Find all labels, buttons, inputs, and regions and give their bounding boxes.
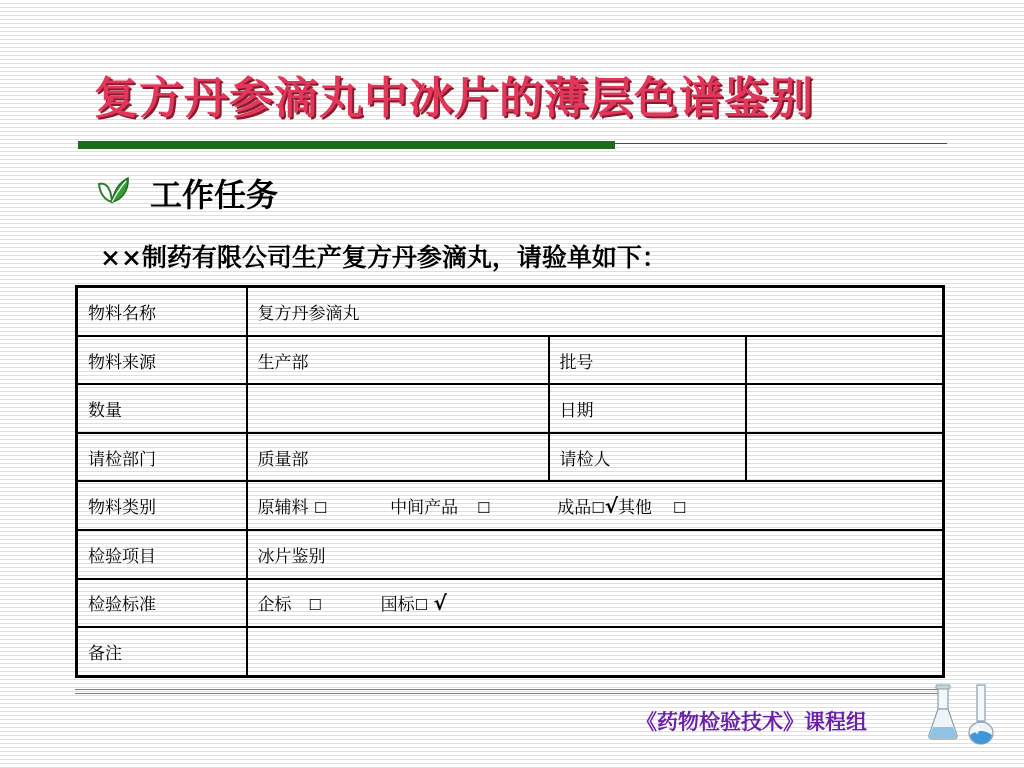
option-label: 其他 (618, 498, 653, 519)
table-row (77, 627, 944, 676)
checkmark-icon: √ (604, 494, 619, 519)
field-label: 备注 (77, 627, 247, 676)
table-row (77, 579, 944, 628)
footer-divider (75, 693, 947, 694)
table-row (77, 384, 944, 433)
checkbox-icon: ☐ (591, 499, 605, 518)
footer-divider (75, 689, 947, 690)
title-underline-thick (78, 141, 615, 149)
field-label: 检验标准 (77, 579, 247, 628)
checkmark-icon: √ (433, 591, 447, 616)
field-label: 数量 (77, 384, 247, 433)
inspection-item-value: 冰片鉴别 (247, 530, 944, 579)
requester-value (746, 433, 944, 482)
beaker-icon (966, 683, 996, 747)
checkbox-icon: ☐ (672, 499, 687, 518)
field-label: 日期 (549, 384, 746, 433)
quantity-value (247, 384, 549, 433)
material-name-value: 复方丹参滴丸 (247, 287, 944, 336)
field-label: 请检部门 (77, 433, 247, 482)
flask-icon (926, 683, 960, 743)
field-label: 物料类别 (77, 481, 247, 530)
field-label: 检验项目 (77, 530, 247, 579)
option-label: 企标 (257, 595, 292, 616)
option-label: 成品 (557, 498, 592, 519)
intro-text: ××制药有限公司生产复方丹参滴丸，请验单如下： (100, 243, 667, 272)
field-label: 批号 (549, 336, 746, 385)
table-row (77, 481, 944, 530)
field-label: 物料名称 (77, 287, 247, 336)
batch-number-value (746, 336, 944, 385)
field-label: 物料来源 (77, 336, 247, 385)
remarks-value (247, 627, 944, 676)
option-label: 国标 (380, 595, 415, 616)
course-footer: 《药物检验技术》课程组 (636, 709, 867, 734)
title-underline-thin (615, 143, 947, 144)
material-source-value: 生产部 (247, 336, 549, 385)
date-value (746, 384, 944, 433)
section-heading: 工作任务 (150, 176, 279, 214)
inspection-request-form (75, 285, 945, 678)
leaf-bullet-icon (96, 176, 130, 206)
checkbox-icon: ☐ (313, 499, 328, 518)
option-label: 中间产品 (390, 498, 459, 519)
table-row (77, 336, 944, 385)
checkbox-icon: ☐ (308, 596, 322, 615)
requesting-dept-value: 质量部 (247, 433, 549, 482)
option-label: 原辅料 (257, 498, 309, 519)
table-row (77, 287, 944, 336)
table-row (77, 433, 944, 482)
table-row (77, 530, 944, 579)
checkbox-icon: ☐ (476, 499, 491, 518)
checkbox-icon: ☐ (414, 596, 429, 615)
field-label: 请检人 (549, 433, 746, 482)
inspection-standard-options (247, 579, 944, 628)
page-title: 复方丹参滴丸中冰片的薄层色谱鉴别 (94, 73, 814, 124)
material-category-options (247, 481, 944, 530)
